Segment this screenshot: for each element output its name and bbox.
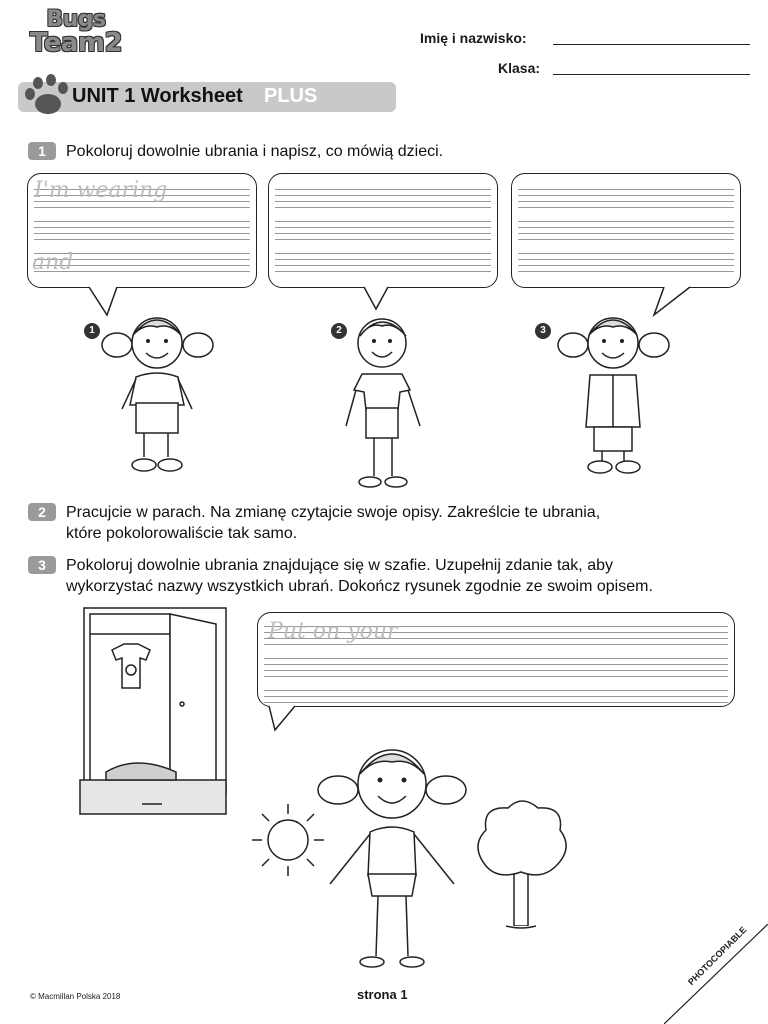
- class-line[interactable]: [553, 74, 750, 75]
- speech-bubble-1[interactable]: [27, 173, 257, 288]
- logo-line2: Team2: [29, 28, 123, 58]
- tree-illustration: [466, 796, 576, 936]
- girl-underwear-illustration[interactable]: [316, 734, 468, 972]
- wardrobe-illustration[interactable]: [76, 604, 242, 826]
- prompt-im-wearing: I'm wearing: [34, 178, 168, 203]
- speech-bubble-2[interactable]: [268, 173, 498, 288]
- unit-title: UNIT 1 Worksheet: [72, 85, 243, 107]
- bubble-4-tail: [265, 704, 305, 734]
- bugs-team-logo: [18, 7, 134, 70]
- girl-jacket-illustration[interactable]: [556, 305, 671, 480]
- name-line[interactable]: [553, 44, 750, 45]
- child-2-number: 2: [331, 323, 347, 339]
- prompt-put-on-your: Put on your: [268, 619, 398, 644]
- exercise-2-line2: które pokolorowaliście tak samo.: [66, 525, 298, 542]
- exercise-2-number: 2: [28, 503, 56, 521]
- exercise-1-instruction: Pokoloruj dowolnie ubrania i napisz, co mówią dzieci.: [66, 143, 444, 160]
- exercise-2-line1: Pracujcie w parach. Na zmianę czytajcie swoje opisy. Zakreślcie te ubrania,: [66, 504, 601, 521]
- speech-bubble-3[interactable]: [511, 173, 741, 288]
- girl-sweater-illustration[interactable]: [100, 305, 215, 480]
- paw-icon: [20, 74, 70, 118]
- exercise-2-instruction: [66, 502, 600, 544]
- unit-plus: PLUS: [264, 85, 318, 107]
- name-label: Imię i nazwisko:: [420, 30, 527, 46]
- copyright: © Macmillan Polska 2018: [30, 992, 121, 1001]
- photocopiable-label: PHOTOCOPIABLE: [686, 924, 749, 988]
- exercise-3-line1: Pokoloruj dowolnie ubrania znajdujące się w szafie. Uzupełnij zdanie tak, aby: [66, 557, 613, 574]
- exercise-1-number: 1: [28, 142, 56, 160]
- speech-bubble-4[interactable]: [257, 612, 735, 707]
- logo-line1: Bugs: [46, 7, 106, 32]
- prompt-and: and: [32, 250, 74, 275]
- page-number: strona 1: [357, 987, 408, 1002]
- child-3-number: 3: [535, 323, 551, 339]
- child-1-number: 1: [84, 323, 100, 339]
- exercise-3-number: 3: [28, 556, 56, 574]
- photocopiable-corner: [664, 924, 768, 1024]
- exercise-3-instruction: [66, 555, 653, 597]
- boy-tshirt-illustration[interactable]: [336, 308, 431, 493]
- exercise-3-line2: wykorzystać nazwy wszystkich ubrań. Dokończ rysunek zgodnie ze swoim opisem.: [66, 578, 653, 595]
- class-label: Klasa:: [498, 60, 541, 76]
